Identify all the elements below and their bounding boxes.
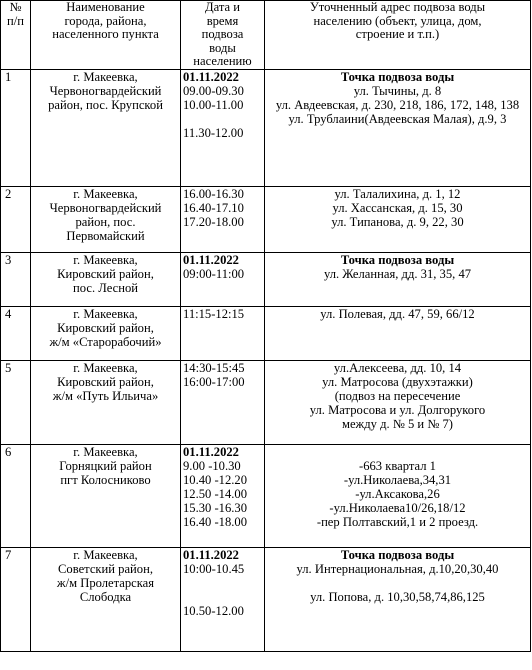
address-line: ул. Попова, д. 10,30,58,74,86,125 <box>310 589 485 604</box>
locality-line: г. Макеевка, <box>73 69 138 84</box>
delivery-point-title: Точка подвоза воды <box>340 547 455 562</box>
locality-line: г. Макеевка, <box>73 186 138 201</box>
locality-cell <box>31 186 181 252</box>
address-line: -ул.Аксакова,26 <box>355 486 440 501</box>
address-line: -ул.Николаева,34,31 <box>343 472 452 487</box>
header-row <box>1 1 531 70</box>
header-num <box>1 1 31 70</box>
spacer <box>267 445 528 459</box>
header-num-line: п/п <box>7 13 24 28</box>
table-row <box>1 306 531 360</box>
locality-line: г. Макеевка, <box>73 360 138 375</box>
address-line: между д. № 5 и № 7) <box>342 416 453 431</box>
locality-line: пос. Лесной <box>73 280 138 295</box>
delivery-date: 01.11.2022 <box>183 444 239 459</box>
header-addr-line: населению (объект, улица, дом, <box>313 13 482 28</box>
address-line: ул. Желанная, дд. 31, 35, 47 <box>323 266 472 281</box>
locality-line: г. Макеевка, <box>73 547 138 562</box>
address-line: -ул.Николаева10/26,18/12 <box>329 500 466 515</box>
time-slot: 16.00-16.30 <box>183 186 244 201</box>
table-row <box>1 252 531 306</box>
locality-line: г. Макеевка, <box>73 252 138 267</box>
row-number: 4 <box>1 306 31 360</box>
time-slot: 11:15-12:15 <box>183 306 245 321</box>
locality-line: район, пос. <box>75 214 136 229</box>
locality-cell <box>31 306 181 360</box>
locality-cell <box>31 69 181 186</box>
locality-cell <box>31 252 181 306</box>
header-addr <box>265 1 531 70</box>
time-cell <box>181 360 265 444</box>
delivery-date: 01.11.2022 <box>183 252 239 267</box>
locality-line: г. Макеевка, <box>73 444 138 459</box>
time-slot: 16.40-17.10 <box>183 200 244 215</box>
locality-line: Советский район, <box>58 561 153 576</box>
locality-cell <box>31 444 181 547</box>
locality-line: Слободка <box>79 589 132 604</box>
locality-line: Червоногвардейский <box>49 83 162 98</box>
header-time-line: Дата и <box>205 0 240 14</box>
row-number: 2 <box>1 186 31 252</box>
address-line: ул. Матросова (двухэтажки) <box>322 374 473 389</box>
row-number: 3 <box>1 252 31 306</box>
delivery-point-title: Точка подвоза воды <box>340 252 455 267</box>
locality-line: Кировский район, <box>57 374 154 389</box>
time-slot: 10.50-12.00 <box>183 603 244 618</box>
address-cell <box>265 69 531 186</box>
time-slot: 09:00-11:00 <box>183 266 245 281</box>
header-time-line: время <box>206 13 239 28</box>
address-cell <box>265 306 531 360</box>
table-row <box>1 444 531 547</box>
time-slot: 14:30-15:45 <box>183 360 245 375</box>
header-city <box>31 1 181 70</box>
address-line: ул.Алексеева, дд. 10, 14 <box>333 360 462 375</box>
header-num-line: № <box>9 0 22 14</box>
locality-line: Первомайский <box>66 228 145 243</box>
locality-line: Червоногвардейский <box>49 200 162 215</box>
address-line: ул. Хассанская, д. 15, 30 <box>332 200 463 215</box>
time-slot: 16:00-17:00 <box>183 374 245 389</box>
address-line: -пер Полтавский,1 и 2 проезд. <box>316 514 479 529</box>
time-cell <box>181 252 265 306</box>
row-number: 5 <box>1 360 31 444</box>
spacer <box>183 576 262 604</box>
locality-line: пгт Колосниково <box>60 472 151 487</box>
time-cell <box>181 547 265 651</box>
header-addr-line: Уточненный адрес подвоза воды <box>309 0 486 14</box>
delivery-point-title: Точка подвоза воды <box>340 69 455 84</box>
locality-line: ж/м «Старорабочий» <box>49 334 162 349</box>
time-slot: 10:00-10.45 <box>183 561 245 576</box>
delivery-date: 01.11.2022 <box>183 547 239 562</box>
address-line: ул. Трублаини(Авдеевская Малая), д.9, 3 <box>288 111 507 126</box>
delivery-date: 01.11.2022 <box>183 69 239 84</box>
time-slot: 17.20-18.00 <box>183 214 244 229</box>
time-slot: 10.40 -12.20 <box>183 472 248 487</box>
time-cell <box>181 69 265 186</box>
locality-line: Кировский район, <box>57 266 154 281</box>
header-addr-line: строение и т.п.) <box>355 27 440 41</box>
locality-cell <box>31 547 181 651</box>
address-line: ул. Матросова и ул. Долгорукого <box>309 402 486 417</box>
time-slot: 12.50 -14.00 <box>183 486 248 501</box>
address-line: ул. Типанова, д. 9, 22, 30 <box>331 214 464 229</box>
locality-line: ж/м «Путь Ильича» <box>52 388 159 403</box>
row-number: 7 <box>1 547 31 651</box>
address-line: ул. Интернациональная, д.10,20,30,40 <box>296 561 499 576</box>
spacer <box>267 576 528 590</box>
address-line: ул. Полевая, дд. 47, 59, 66/12 <box>320 306 475 321</box>
locality-line: Горняцкий район <box>59 458 152 473</box>
table-row <box>1 360 531 444</box>
header-city-line: города, района, <box>64 13 147 28</box>
address-cell <box>265 547 531 651</box>
spacer <box>183 112 262 126</box>
time-slot: 10.00-11.00 <box>183 97 244 112</box>
locality-cell <box>31 360 181 444</box>
row-number: 1 <box>1 69 31 186</box>
locality-line: район, пос. Крупской <box>48 97 163 112</box>
header-time-line: воды <box>209 40 236 55</box>
address-line: (подвоз на пересечение <box>334 388 461 403</box>
table-row <box>1 69 531 186</box>
locality-line: ж/м Пролетарская <box>56 575 155 590</box>
header-time-line: подвоза <box>201 27 244 41</box>
row-number: 6 <box>1 444 31 547</box>
table-row <box>1 547 531 651</box>
time-cell <box>181 444 265 547</box>
address-line: ул. Тычины, д. 8 <box>353 83 442 98</box>
time-slot: 11.30-12.00 <box>183 125 244 140</box>
header-time-line: населению <box>193 54 252 68</box>
address-cell <box>265 360 531 444</box>
locality-line: г. Макеевка, <box>73 306 138 321</box>
time-slot: 9.00 -10.30 <box>183 458 241 473</box>
time-slot: 16.40 -18.00 <box>183 514 248 529</box>
header-time <box>181 1 265 70</box>
header-city-line: населенного пункта <box>52 27 159 41</box>
address-cell <box>265 252 531 306</box>
time-cell <box>181 186 265 252</box>
time-cell <box>181 306 265 360</box>
address-cell <box>265 444 531 547</box>
time-slot: 09.00-09.30 <box>183 83 244 98</box>
table-row <box>1 186 531 252</box>
address-line: ул. Талалихина, д. 1, 12 <box>334 186 461 201</box>
locality-line: Кировский район, <box>57 320 154 335</box>
header-city-line: Наименование <box>66 0 145 14</box>
time-slot: 15.30 -16.30 <box>183 500 248 515</box>
address-cell <box>265 186 531 252</box>
address-line: ул. Авдеевская, д. 230, 218, 186, 172, 148, 138 <box>275 97 520 112</box>
address-line: -663 квартал 1 <box>359 458 436 473</box>
